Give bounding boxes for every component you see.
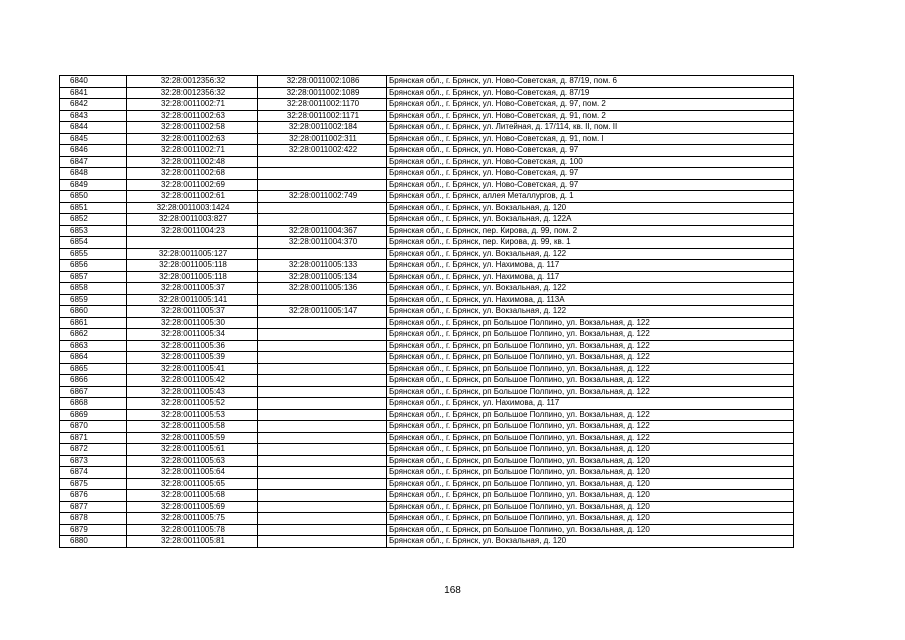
row-number-cell: 6862 [60, 329, 127, 341]
object-cadastral-number-cell [258, 329, 387, 341]
table-row [60, 329, 794, 341]
address-cell: Брянская обл., г. Брянск, рп Большое Полпино, ул. Вокзальная, д. 120 [387, 501, 794, 513]
land-cadastral-number-cell: 32:28:0011003:1424 [127, 202, 258, 214]
land-cadastral-number-cell: 32:28:0011005:42 [127, 375, 258, 387]
object-cadastral-number-cell: 32:28:0011005:136 [258, 283, 387, 295]
address-cell: Брянская обл., г. Брянск, пер. Кирова, д. 99, пом. 2 [387, 225, 794, 237]
row-number-cell: 6871 [60, 432, 127, 444]
address-cell: Брянская обл., г. Брянск, рп Большое Полпино, ул. Вокзальная, д. 122 [387, 432, 794, 444]
object-cadastral-number-cell: 32:28:0011002:1170 [258, 99, 387, 111]
row-number-cell: 6880 [60, 536, 127, 548]
row-number-cell: 6869 [60, 409, 127, 421]
object-cadastral-number-cell [258, 352, 387, 364]
object-cadastral-number-cell [258, 363, 387, 375]
land-cadastral-number-cell: 32:28:0011005:65 [127, 478, 258, 490]
table-row [60, 455, 794, 467]
address-cell: Брянская обл., г. Брянск, рп Большое Полпино, ул. Вокзальная, д. 122 [387, 375, 794, 387]
registry-table-body [60, 76, 794, 548]
table-row [60, 340, 794, 352]
address-cell: Брянская обл., г. Брянск, ул. Нахимова, д. 117 [387, 398, 794, 410]
row-number-cell: 6840 [60, 76, 127, 88]
object-cadastral-number-cell [258, 444, 387, 456]
land-cadastral-number-cell: 32:28:0011002:63 [127, 110, 258, 122]
table-row [60, 283, 794, 295]
land-cadastral-number-cell: 32:28:0011005:75 [127, 513, 258, 525]
address-cell: Брянская обл., г. Брянск, ул. Вокзальная, д. 122А [387, 214, 794, 226]
address-cell: Брянская обл., г. Брянск, ул. Вокзальная, д. 120 [387, 536, 794, 548]
object-cadastral-number-cell [258, 179, 387, 191]
row-number-cell: 6866 [60, 375, 127, 387]
row-number-cell: 6841 [60, 87, 127, 99]
address-cell: Брянская обл., г. Брянск, рп Большое Полпино, ул. Вокзальная, д. 122 [387, 421, 794, 433]
row-number-cell: 6863 [60, 340, 127, 352]
table-row [60, 536, 794, 548]
object-cadastral-number-cell [258, 409, 387, 421]
address-cell: Брянская обл., г. Брянск, ул. Ново-Советская, д. 87/19 [387, 87, 794, 99]
row-number-cell: 6877 [60, 501, 127, 513]
object-cadastral-number-cell [258, 421, 387, 433]
row-number-cell: 6847 [60, 156, 127, 168]
land-cadastral-number-cell: 32:28:0011005:81 [127, 536, 258, 548]
row-number-cell: 6852 [60, 214, 127, 226]
object-cadastral-number-cell [258, 375, 387, 387]
row-number-cell: 6875 [60, 478, 127, 490]
land-cadastral-number-cell: 32:28:0011002:63 [127, 133, 258, 145]
table-row [60, 271, 794, 283]
object-cadastral-number-cell [258, 386, 387, 398]
address-cell: Брянская обл., г. Брянск, рп Большое Полпино, ул. Вокзальная, д. 122 [387, 340, 794, 352]
table-row [60, 501, 794, 513]
object-cadastral-number-cell: 32:28:0011002:1086 [258, 76, 387, 88]
land-cadastral-number-cell: 32:28:0011005:43 [127, 386, 258, 398]
table-row [60, 524, 794, 536]
land-cadastral-number-cell: 32:28:0011002:68 [127, 168, 258, 180]
address-cell: Брянская обл., г. Брянск, ул. Ново-Советская, д. 91, пом. I [387, 133, 794, 145]
land-cadastral-number-cell: 32:28:0011005:37 [127, 283, 258, 295]
row-number-cell: 6856 [60, 260, 127, 272]
table-row [60, 352, 794, 364]
table-row [60, 202, 794, 214]
land-cadastral-number-cell: 32:28:0012356:32 [127, 87, 258, 99]
object-cadastral-number-cell [258, 490, 387, 502]
address-cell: Брянская обл., г. Брянск, ул. Ново-Советская, д. 97 [387, 168, 794, 180]
land-cadastral-number-cell: 32:28:0011002:71 [127, 145, 258, 157]
row-number-cell: 6849 [60, 179, 127, 191]
object-cadastral-number-cell: 32:28:0011002:311 [258, 133, 387, 145]
address-cell: Брянская обл., г. Брянск, пер. Кирова, д. 99, кв. 1 [387, 237, 794, 249]
object-cadastral-number-cell: 32:28:0011005:147 [258, 306, 387, 318]
land-cadastral-number-cell: 32:28:0012356:32 [127, 76, 258, 88]
land-cadastral-number-cell: 32:28:0011005:127 [127, 248, 258, 260]
table-row [60, 490, 794, 502]
land-cadastral-number-cell [127, 237, 258, 249]
table-row [60, 478, 794, 490]
object-cadastral-number-cell [258, 455, 387, 467]
land-cadastral-number-cell: 32:28:0011005:39 [127, 352, 258, 364]
row-number-cell: 6842 [60, 99, 127, 111]
land-cadastral-number-cell: 32:28:0011005:141 [127, 294, 258, 306]
address-cell: Брянская обл., г. Брянск, ул. Ново-Советская, д. 97 [387, 179, 794, 191]
table-row [60, 363, 794, 375]
row-number-cell: 6878 [60, 513, 127, 525]
land-cadastral-number-cell: 32:28:0011003:827 [127, 214, 258, 226]
table-row [60, 248, 794, 260]
object-cadastral-number-cell [258, 524, 387, 536]
land-cadastral-number-cell: 32:28:0011005:118 [127, 260, 258, 272]
land-cadastral-number-cell: 32:28:0011002:61 [127, 191, 258, 203]
table-row [60, 214, 794, 226]
land-cadastral-number-cell: 32:28:0011002:71 [127, 99, 258, 111]
address-cell: Брянская обл., г. Брянск, рп Большое Полпино, ул. Вокзальная, д. 120 [387, 478, 794, 490]
table-row [60, 133, 794, 145]
row-number-cell: 6864 [60, 352, 127, 364]
land-cadastral-number-cell: 32:28:0011005:61 [127, 444, 258, 456]
table-row [60, 122, 794, 134]
table-row [60, 375, 794, 387]
object-cadastral-number-cell [258, 317, 387, 329]
land-cadastral-number-cell: 32:28:0011002:69 [127, 179, 258, 191]
land-cadastral-number-cell: 32:28:0011005:53 [127, 409, 258, 421]
table-row [60, 260, 794, 272]
address-cell: Брянская обл., г. Брянск, рп Большое Полпино, ул. Вокзальная, д. 120 [387, 524, 794, 536]
table-row [60, 168, 794, 180]
table-row [60, 87, 794, 99]
object-cadastral-number-cell: 32:28:0011002:749 [258, 191, 387, 203]
row-number-cell: 6854 [60, 237, 127, 249]
row-number-cell: 6848 [60, 168, 127, 180]
row-number-cell: 6843 [60, 110, 127, 122]
object-cadastral-number-cell: 32:28:0011002:1171 [258, 110, 387, 122]
table-row [60, 76, 794, 88]
land-cadastral-number-cell: 32:28:0011005:52 [127, 398, 258, 410]
table-row [60, 317, 794, 329]
land-cadastral-number-cell: 32:28:0011002:48 [127, 156, 258, 168]
address-cell: Брянская обл., г. Брянск, рп Большое Полпино, ул. Вокзальная, д. 122 [387, 329, 794, 341]
row-number-cell: 6868 [60, 398, 127, 410]
address-cell: Брянская обл., г. Брянск, рп Большое Полпино, ул. Вокзальная, д. 122 [387, 352, 794, 364]
table-row [60, 294, 794, 306]
land-cadastral-number-cell: 32:28:0011005:63 [127, 455, 258, 467]
object-cadastral-number-cell [258, 340, 387, 352]
object-cadastral-number-cell [258, 294, 387, 306]
address-cell: Брянская обл., г. Брянск, ул. Нахимова, д. 117 [387, 271, 794, 283]
row-number-cell: 6874 [60, 467, 127, 479]
object-cadastral-number-cell: 32:28:0011004:370 [258, 237, 387, 249]
address-cell: Брянская обл., г. Брянск, ул. Вокзальная, д. 122 [387, 283, 794, 295]
table-row [60, 409, 794, 421]
address-cell: Брянская обл., г. Брянск, рп Большое Полпино, ул. Вокзальная, д. 120 [387, 490, 794, 502]
address-cell: Брянская обл., г. Брянск, ул. Вокзальная, д. 122 [387, 248, 794, 260]
object-cadastral-number-cell: 32:28:0011004:367 [258, 225, 387, 237]
address-cell: Брянская обл., г. Брянск, ул. Нахимова, д. 117 [387, 260, 794, 272]
address-cell: Брянская обл., г. Брянск, рп Большое Полпино, ул. Вокзальная, д. 122 [387, 409, 794, 421]
land-cadastral-number-cell: 32:28:0011005:37 [127, 306, 258, 318]
row-number-cell: 6845 [60, 133, 127, 145]
page-number: 168 [444, 585, 461, 596]
table-row [60, 179, 794, 191]
address-cell: Брянская обл., г. Брянск, аллея Металлургов, д. 1 [387, 191, 794, 203]
row-number-cell: 6855 [60, 248, 127, 260]
row-number-cell: 6860 [60, 306, 127, 318]
land-cadastral-number-cell: 32:28:0011005:59 [127, 432, 258, 444]
address-cell: Брянская обл., г. Брянск, рп Большое Полпино, ул. Вокзальная, д. 120 [387, 513, 794, 525]
table-row [60, 156, 794, 168]
land-cadastral-number-cell: 32:28:0011005:58 [127, 421, 258, 433]
land-cadastral-number-cell: 32:28:0011002:58 [127, 122, 258, 134]
object-cadastral-number-cell: 32:28:0011005:134 [258, 271, 387, 283]
row-number-cell: 6879 [60, 524, 127, 536]
land-cadastral-number-cell: 32:28:0011005:78 [127, 524, 258, 536]
table-row [60, 432, 794, 444]
land-cadastral-number-cell: 32:28:0011005:64 [127, 467, 258, 479]
row-number-cell: 6876 [60, 490, 127, 502]
address-cell: Брянская обл., г. Брянск, рп Большое Полпино, ул. Вокзальная, д. 120 [387, 455, 794, 467]
object-cadastral-number-cell [258, 202, 387, 214]
row-number-cell: 6870 [60, 421, 127, 433]
object-cadastral-number-cell: 32:28:0011005:133 [258, 260, 387, 272]
table-row [60, 191, 794, 203]
row-number-cell: 6859 [60, 294, 127, 306]
object-cadastral-number-cell [258, 467, 387, 479]
address-cell: Брянская обл., г. Брянск, ул. Литейная, д. 17/114, кв. II, пом. II [387, 122, 794, 134]
object-cadastral-number-cell: 32:28:0011002:1089 [258, 87, 387, 99]
land-cadastral-number-cell: 32:28:0011005:69 [127, 501, 258, 513]
address-cell: Брянская обл., г. Брянск, рп Большое Полпино, ул. Вокзальная, д. 120 [387, 444, 794, 456]
table-row [60, 444, 794, 456]
object-cadastral-number-cell [258, 513, 387, 525]
row-number-cell: 6857 [60, 271, 127, 283]
address-cell: Брянская обл., г. Брянск, ул. Ново-Советская, д. 97, пом. 2 [387, 99, 794, 111]
table-row [60, 237, 794, 249]
object-cadastral-number-cell [258, 398, 387, 410]
land-cadastral-number-cell: 32:28:0011005:34 [127, 329, 258, 341]
table-row [60, 306, 794, 318]
row-number-cell: 6861 [60, 317, 127, 329]
address-cell: Брянская обл., г. Брянск, ул. Вокзальная, д. 120 [387, 202, 794, 214]
row-number-cell: 6865 [60, 363, 127, 375]
table-row [60, 421, 794, 433]
row-number-cell: 6853 [60, 225, 127, 237]
land-cadastral-number-cell: 32:28:0011005:118 [127, 271, 258, 283]
object-cadastral-number-cell [258, 536, 387, 548]
row-number-cell: 6844 [60, 122, 127, 134]
address-cell: Брянская обл., г. Брянск, рп Большое Полпино, ул. Вокзальная, д. 122 [387, 317, 794, 329]
table-row [60, 467, 794, 479]
address-cell: Брянская обл., г. Брянск, ул. Нахимова, д. 113А [387, 294, 794, 306]
table-row [60, 398, 794, 410]
address-cell: Брянская обл., г. Брянск, рп Большое Полпино, ул. Вокзальная, д. 122 [387, 363, 794, 375]
row-number-cell: 6858 [60, 283, 127, 295]
table-row [60, 386, 794, 398]
land-cadastral-number-cell: 32:28:0011005:41 [127, 363, 258, 375]
object-cadastral-number-cell [258, 168, 387, 180]
land-cadastral-number-cell: 32:28:0011005:30 [127, 317, 258, 329]
address-cell: Брянская обл., г. Брянск, рп Большое Полпино, ул. Вокзальная, д. 120 [387, 467, 794, 479]
table-row [60, 225, 794, 237]
land-cadastral-number-cell: 32:28:0011004:23 [127, 225, 258, 237]
object-cadastral-number-cell: 32:28:0011002:184 [258, 122, 387, 134]
address-cell: Брянская обл., г. Брянск, ул. Вокзальная, д. 122 [387, 306, 794, 318]
address-cell: Брянская обл., г. Брянск, рп Большое Полпино, ул. Вокзальная, д. 122 [387, 386, 794, 398]
object-cadastral-number-cell [258, 248, 387, 260]
row-number-cell: 6867 [60, 386, 127, 398]
property-registry-table [59, 75, 794, 548]
object-cadastral-number-cell [258, 214, 387, 226]
object-cadastral-number-cell [258, 432, 387, 444]
table-row [60, 145, 794, 157]
address-cell: Брянская обл., г. Брянск, ул. Ново-Советская, д. 97 [387, 145, 794, 157]
object-cadastral-number-cell [258, 156, 387, 168]
object-cadastral-number-cell [258, 501, 387, 513]
row-number-cell: 6850 [60, 191, 127, 203]
object-cadastral-number-cell [258, 478, 387, 490]
address-cell: Брянская обл., г. Брянск, ул. Ново-Советская, д. 100 [387, 156, 794, 168]
land-cadastral-number-cell: 32:28:0011005:68 [127, 490, 258, 502]
table-row [60, 99, 794, 111]
land-cadastral-number-cell: 32:28:0011005:36 [127, 340, 258, 352]
table-row [60, 110, 794, 122]
row-number-cell: 6872 [60, 444, 127, 456]
row-number-cell: 6846 [60, 145, 127, 157]
row-number-cell: 6873 [60, 455, 127, 467]
object-cadastral-number-cell: 32:28:0011002:422 [258, 145, 387, 157]
table-row [60, 513, 794, 525]
address-cell: Брянская обл., г. Брянск, ул. Ново-Советская, д. 91, пом. 2 [387, 110, 794, 122]
row-number-cell: 6851 [60, 202, 127, 214]
address-cell: Брянская обл., г. Брянск, ул. Ново-Советская, д. 87/19, пом. 6 [387, 76, 794, 88]
